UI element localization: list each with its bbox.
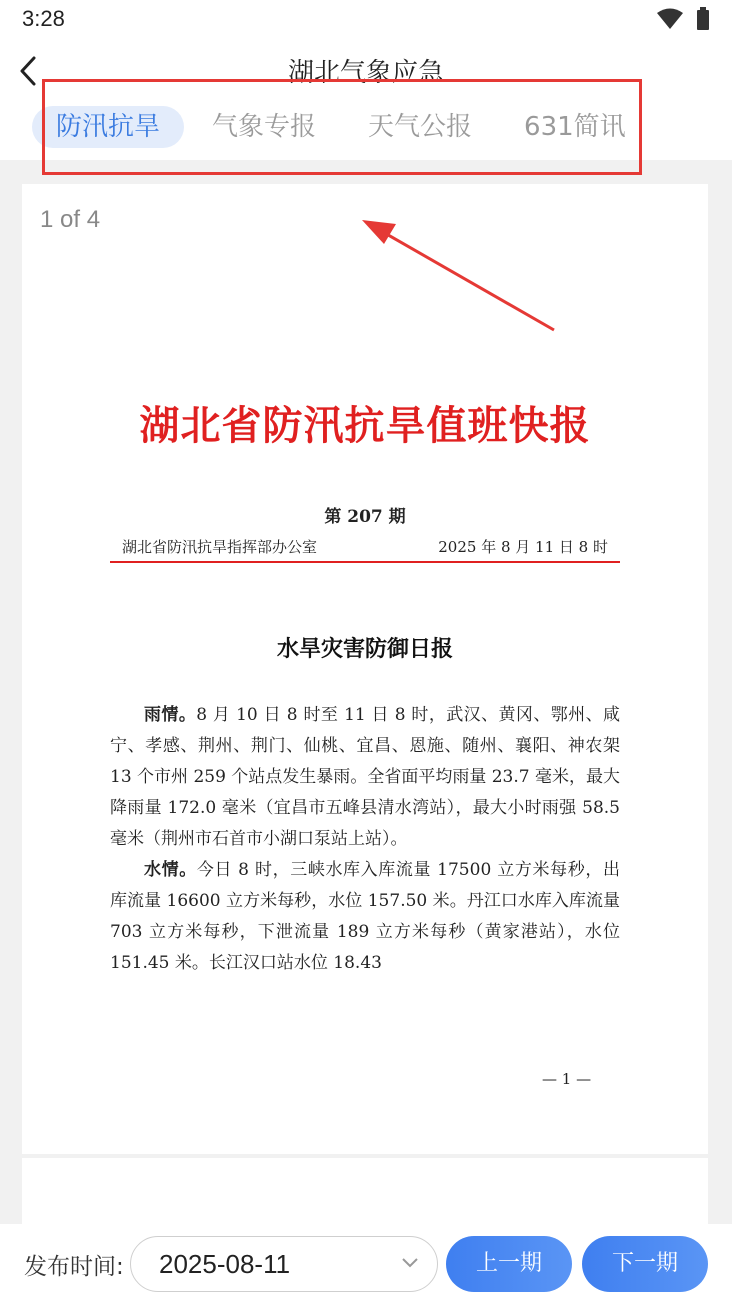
section-title: 水旱灾害防御日报 [276, 636, 453, 662]
paragraph-rain [110, 700, 620, 855]
paragraph-text: 8 月 10 日 8 时至 11 日 8 时，武汉、黄冈、鄂州、咸宁、孝感、荆州、荆门、仙桃、宜昌、恩施、随州、襄阳、神农架 13 个市州 259 个站点发生暴雨。全省面平均雨量 23.7 毫米，最大降雨量 172.0 毫米（宜昌市五峰县清水湾站），最大小时雨强 58.5 毫米（荆州市石首市小湖口泵站上站）。 [110, 705, 620, 849]
next-page-preview[interactable] [22, 1158, 708, 1228]
paragraph-text: 今日 8 时，三峡水库入库流量 17500 立方米每秒，出库流量 16600 立方米每秒，水位 157.50 米。丹江口水库入库流量 703 立方米每秒，下泄流量 189 立方米每秒（黄家港站），水位 151.45 米。长江汉口站水位 18.43 [110, 860, 620, 973]
page-number: — 1 — [542, 1070, 592, 1088]
chevron-down-icon [401, 1257, 419, 1269]
previous-issue-button[interactable]: 上一期 [446, 1236, 572, 1292]
page-indicator: 1 of 4 [40, 206, 101, 233]
annotation-arrow [350, 210, 570, 340]
status-time: 3:28 [22, 6, 65, 31]
document-datetime: 2025 年 8 月 11 日 8 时 [438, 538, 608, 556]
annotation-highlight-box [42, 79, 642, 175]
date-value: 2025-08-11 [159, 1249, 291, 1279]
next-issue-button[interactable]: 下一期 [582, 1236, 708, 1292]
status-bar [0, 0, 732, 40]
header-divider [110, 561, 620, 563]
tab-weather-special[interactable]: 气象专报 [212, 112, 317, 142]
tab-flood-drought[interactable]: 防汛抗旱 [32, 106, 184, 148]
wifi-icon [656, 8, 684, 34]
tab-631-brief[interactable]: 631简讯 [524, 112, 626, 142]
page-title: 湖北气象应急 [287, 58, 444, 88]
footer-bar [0, 1224, 732, 1304]
document-issue: 第 207 期 [324, 507, 406, 527]
publish-time-label: 发布时间: [24, 1254, 124, 1280]
paragraph-lead: 雨情。 [144, 705, 197, 725]
paragraph-water [110, 855, 620, 979]
paragraph-lead: 水情。 [144, 860, 197, 880]
date-select[interactable] [130, 1236, 438, 1292]
document-body [110, 700, 620, 979]
tab-weather-bulletin[interactable]: 天气公报 [368, 112, 473, 142]
document-title: 湖北省防汛抗旱值班快报 [139, 402, 591, 449]
battery-icon [696, 7, 710, 35]
document-issuer: 湖北省防汛抗旱指挥部办公室 [122, 538, 318, 556]
